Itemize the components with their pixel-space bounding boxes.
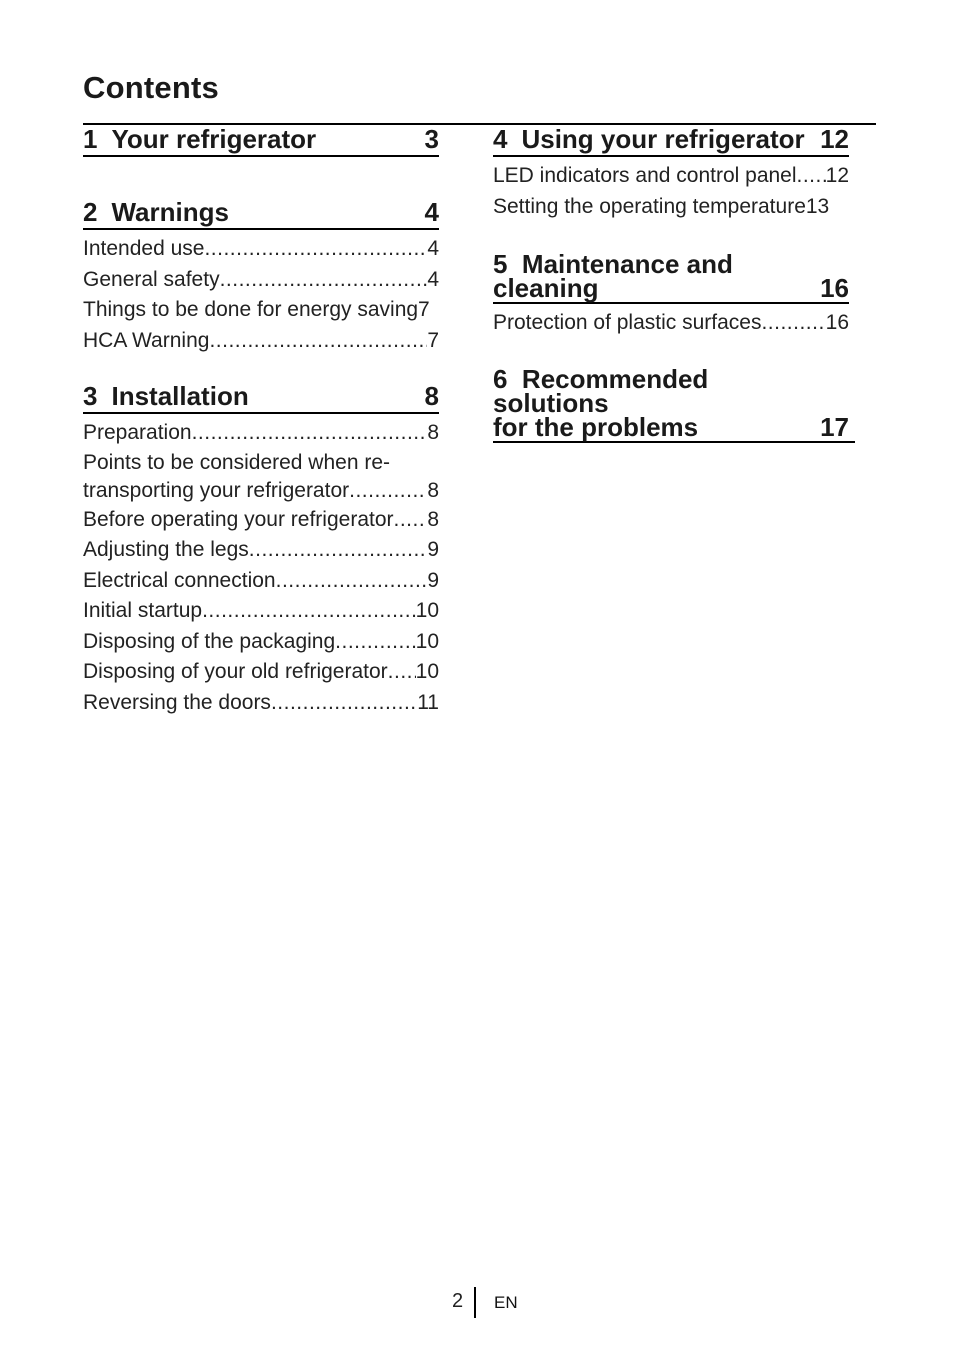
entry-label: Reversing the doors xyxy=(83,690,271,714)
entry-label: LED indicators and control panel xyxy=(493,164,797,187)
section-number: 2 xyxy=(83,197,98,227)
entry-label: Setting the operating temperature xyxy=(493,194,806,218)
page-title: Contents xyxy=(83,70,219,105)
entry-label: Electrical connection xyxy=(83,568,276,592)
section-page: 12 xyxy=(820,124,849,154)
toc-entry[interactable] xyxy=(83,535,439,566)
section-title-line2: for the problems xyxy=(493,411,699,442)
section-number: 6 xyxy=(493,363,508,394)
entry-label-continued: transporting your refrigerator xyxy=(83,478,350,502)
entry-label: Protection of plastic surfaces xyxy=(493,311,762,334)
toc-entry-multiline[interactable] xyxy=(83,449,439,505)
section-number: 4 xyxy=(493,124,508,154)
entry-page: 7 xyxy=(427,328,439,352)
entry-label: Disposing of the packaging xyxy=(83,629,336,653)
entry-page: 4 xyxy=(427,237,439,260)
entry-label: Intended use xyxy=(83,237,205,260)
entry-label: Preparation xyxy=(83,421,192,444)
section-page: 17 xyxy=(820,411,849,442)
entry-label: General safety xyxy=(83,267,220,291)
section-title: Using your refrigerator xyxy=(521,124,805,154)
entry-page: 10 xyxy=(415,660,439,683)
toc-entry[interactable] xyxy=(83,418,439,449)
section-number: 3 xyxy=(83,381,98,411)
footer-language: EN xyxy=(494,1293,518,1312)
entry-page: 8 xyxy=(427,507,439,531)
entry-label: Things to be done for energy saving xyxy=(83,298,419,321)
section-title-line1: Maintenance and xyxy=(521,249,733,279)
toc-entry[interactable] xyxy=(83,627,439,658)
entry-label: Before operating your refrigerator xyxy=(83,507,394,531)
entry-page: 12 xyxy=(825,164,849,187)
entry-label: Initial startup xyxy=(83,599,203,622)
toc-entry[interactable] xyxy=(83,265,439,296)
toc-entry[interactable] xyxy=(83,505,439,536)
section-number: 5 xyxy=(493,249,508,279)
entry-page: 9 xyxy=(427,538,439,561)
section-page: 4 xyxy=(424,197,439,227)
section-title: Warnings xyxy=(111,197,229,227)
section-heading-4[interactable] xyxy=(493,125,849,157)
section-heading-3[interactable] xyxy=(83,382,439,414)
section-heading-6[interactable] xyxy=(493,363,855,443)
section-number: 1 xyxy=(83,124,98,154)
toc-entry[interactable] xyxy=(83,326,439,357)
entry-page: 7 xyxy=(418,298,430,321)
entry-label: Points to be considered when re- xyxy=(83,450,391,474)
entry-label: Adjusting the legs xyxy=(83,538,249,561)
entry-page: 10 xyxy=(415,629,439,653)
section-title-line1: Recommended solutions xyxy=(493,363,709,418)
entry-page: 9 xyxy=(427,568,439,592)
toc-entry[interactable] xyxy=(83,596,439,627)
section-heading-5[interactable] xyxy=(493,249,849,304)
section-title-line2: cleaning xyxy=(493,273,599,303)
entry-page: 13 xyxy=(805,194,830,218)
footer-divider xyxy=(474,1287,476,1318)
section-heading-2[interactable] xyxy=(83,198,439,230)
entry-page: 11 xyxy=(417,690,439,714)
toc-right-column xyxy=(493,125,849,443)
entry-page: 4 xyxy=(427,267,439,291)
section-page: 3 xyxy=(424,124,439,154)
toc-left-column xyxy=(83,125,439,718)
section-heading-1[interactable] xyxy=(83,125,439,157)
footer-page-number: 2 xyxy=(452,1290,464,1312)
toc-entry[interactable] xyxy=(493,192,849,223)
section-title: Your refrigerator xyxy=(111,124,317,154)
section-title: Installation xyxy=(111,381,249,411)
toc-entry[interactable] xyxy=(83,657,439,688)
section-page: 16 xyxy=(820,273,849,303)
toc-entry[interactable] xyxy=(493,161,849,192)
entry-page: 8 xyxy=(427,421,439,444)
toc-entry[interactable] xyxy=(83,234,439,265)
entry-label: Disposing of your old refrigerator xyxy=(83,660,388,683)
entry-page: 10 xyxy=(415,599,439,622)
entry-page: 8 xyxy=(427,478,439,502)
entry-page: 16 xyxy=(825,311,849,334)
toc-entry[interactable] xyxy=(83,295,449,326)
toc-entry[interactable] xyxy=(83,566,439,597)
entry-label: HCA Warning xyxy=(83,328,210,352)
toc-entry[interactable] xyxy=(493,308,849,339)
toc-entry[interactable] xyxy=(83,688,439,719)
page-footer xyxy=(0,1287,954,1319)
section-page: 8 xyxy=(424,381,439,411)
